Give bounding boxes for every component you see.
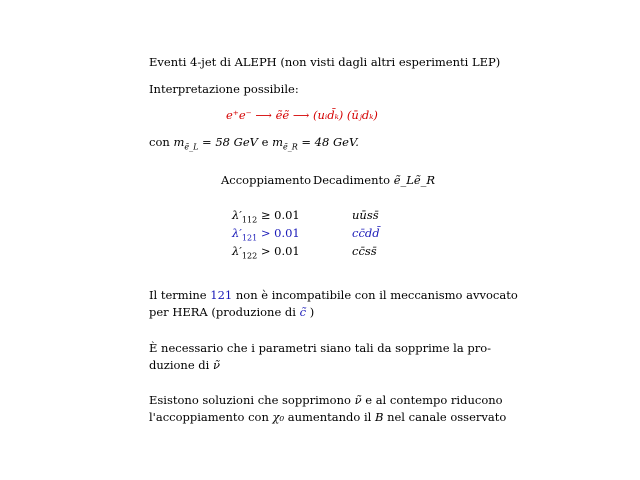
mass-prefix: con	[149, 135, 170, 149]
para2-line1: È necessario che i parametri siano tali da sopprime la pro-	[149, 341, 492, 355]
para3-line2-post: nel canale osservato	[387, 410, 507, 424]
row3-decay: cc̄ss̄	[352, 244, 377, 258]
para1-line1	[149, 288, 518, 302]
row2-idx: 121	[241, 233, 258, 243]
para3-line2-sym: χ₀	[272, 410, 285, 424]
row2-rel: > 0.01	[260, 226, 300, 240]
interpretation-label: Interpretazione possibile:	[149, 82, 299, 96]
para2-line2-pre: duzione di	[149, 358, 210, 372]
mass-m1-sub: ẽ_L	[184, 142, 199, 152]
para1-line2-sym: c̃	[299, 305, 307, 319]
mass-m2-val: = 48 GeV.	[301, 135, 359, 149]
para3-line1-pre: Esistono soluzioni che sopprimono	[149, 393, 351, 407]
row3-rel: > 0.01	[260, 244, 300, 258]
mass-m2: m	[272, 135, 283, 149]
table-header-decay	[313, 173, 435, 187]
para1-num: 121	[210, 288, 233, 302]
row3-coupling: λ′	[232, 244, 242, 258]
row2-coupling: λ′	[232, 226, 242, 240]
process-mid: ẽ	[275, 108, 283, 122]
para2-line2	[149, 358, 220, 372]
process-lhs: e⁺e⁻	[226, 108, 252, 122]
mass-m1: m	[173, 135, 185, 149]
mass-line	[149, 135, 359, 152]
process-mid-2: ẽ	[282, 108, 290, 122]
para2-line2-sym: ν̃	[213, 358, 220, 372]
para3-line2-mid: aumentando il	[287, 410, 372, 424]
para3-line2-pre: l'accoppiamento con	[149, 410, 269, 424]
para1-line2-pre: per HERA (produzione di	[149, 305, 296, 319]
row1-decay: uūss̄	[352, 208, 379, 222]
para1-line2	[149, 305, 314, 319]
table-header-decay-suffix: ẽ_Lẽ_R	[393, 173, 436, 187]
mass-m2-sub: ẽ_R	[282, 142, 298, 152]
slide-title: Eventi 4-jet di ALEPH (non visti dagli altri esperimenti LEP)	[149, 55, 501, 69]
para1-line2-post: )	[309, 305, 315, 319]
table-header-decay-label: Decadimento	[313, 173, 391, 187]
para3-line2-sym2: B	[374, 410, 384, 424]
process-rhs: (uᵢd̄ₖ) (ūⱼdₖ)	[313, 108, 378, 122]
para3-line1-sym: ν̃	[354, 393, 362, 407]
para3-line1	[149, 393, 503, 407]
process-arrow-1: ⟶	[255, 108, 272, 122]
row1-rel: ≥ 0.01	[260, 208, 300, 222]
para1-pre: Il termine	[149, 288, 207, 302]
process-arrow-2: ⟶	[292, 108, 310, 122]
para3-line2	[149, 410, 506, 424]
mass-m1-val: = 58 GeV	[202, 135, 258, 149]
row1-coupling: λ′	[232, 208, 242, 222]
table-header-coupling: Accoppiamento	[221, 173, 312, 187]
mass-conj: e	[261, 135, 269, 149]
para1-post: non è incompatibile con il meccanismo avvocato	[235, 288, 518, 302]
row1-idx: 112	[241, 215, 258, 225]
row2-decay: cc̄dd̄	[352, 226, 380, 240]
para3-line1-post: e al contempo riducono	[365, 393, 503, 407]
process-formula	[226, 108, 378, 122]
row3-idx: 122	[241, 251, 258, 261]
